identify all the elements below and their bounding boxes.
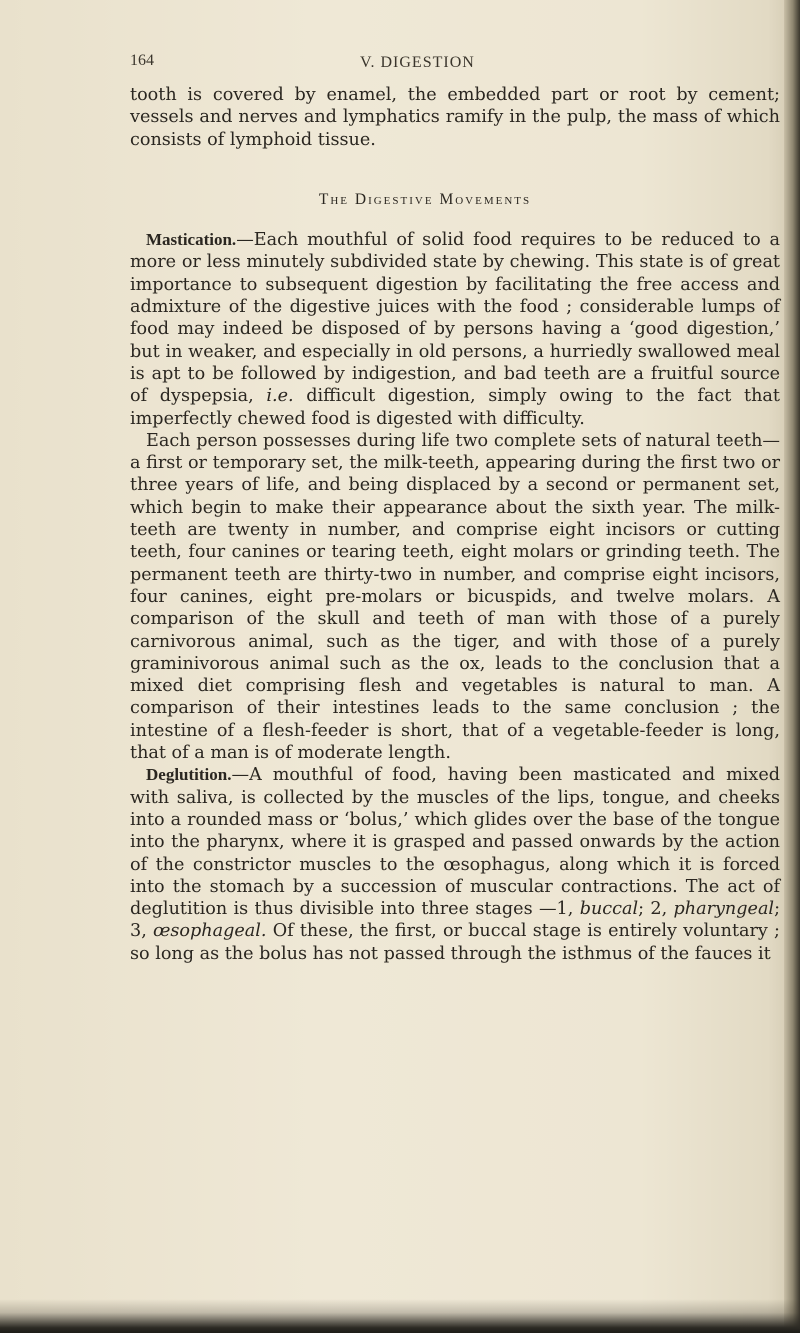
- deglutition-text-end: Of these, the first, or buccal stage is entirely voluntary ; so long as the bolus has not passed through the isthmus of the fauces it: [130, 921, 780, 964]
- intro-paragraph: tooth is covered by enamel, the embedded part or root by cement; vessels and nerves and lymphatics ramify in the pulp, the mass of which consists of lymphoid tissue.: [130, 85, 780, 150]
- stage-separator-1: ; 2,: [638, 899, 674, 920]
- stage-buccal: buccal: [579, 899, 639, 920]
- deglutition-text: —A mouthful of food, having been masticated and mixed with saliva, is collected by the muscles of the lips, tongue, and cheeks into a rounded mass or ‘bolus,’ which glides over the base of the tongue into the pharynx, where it is grasped and passed onwards by the action of the constrictor muscles to the œsophagus, along which it is forced into the stomach by a succession of muscular contractions. The act of deglutition is thus divisible into three stages —1,: [130, 765, 780, 920]
- section-title: The Digestive Movements: [318, 190, 532, 208]
- ie-abbreviation: i.e.: [266, 386, 294, 407]
- teeth-paragraph: Each person possesses during life two complete sets of natural teeth—a first or temporary set, the milk-teeth, appearing during the first two or three years of life, and being displaced by a second or permanent set, which begin to make their appearance about the sixth year. The milk-teeth are twenty in number, and comprise eight incisors or cutting teeth, four canines or tearing teeth, eight molars or grinding teeth. The permanent teeth are thirty-two in number, and comprise eight incisors, four canines, eight pre-molars or bicuspids, and twelve molars. A comparison of the skull and teeth of man with those of a purely carnivorous animal, such as the tiger, and with those of a purely graminivorous animal such as the ox, leads to the conclusion that a mixed diet comprising flesh and vegetables is natural to man. A comparison of their intestines leads to the same conclusion ; the intestine of a flesh-feeder is short, that of a vegetable-feeder is long, that of a man is of moderate length.: [130, 430, 780, 764]
- mastication-text-end: difficult digestion, simply owing to the fact that imperfectly chewed food is digested with difficulty.: [130, 386, 780, 429]
- page-text-block: [130, 50, 780, 965]
- stage-pharyngeal: pharyngeal: [673, 899, 775, 920]
- chapter-title: V. DIGESTION: [360, 54, 475, 71]
- mastication-heading: Mastication.: [146, 230, 237, 250]
- stage-separator-2: ; 3,: [130, 899, 780, 942]
- page-edge-shadow: [784, 0, 800, 1333]
- running-head: [130, 50, 780, 84]
- deglutition-paragraph: [130, 764, 780, 965]
- mastication-text: —Each mouthful of solid food requires to be reduced to a more or less minutely subdivided state by chewing. This state is of great importance to subsequent digestion by facilitating the free access and admixture of the digestive juices with the food ; considerable lumps of food may indeed be disposed of by persons having a ‘good digestion,’ but in weaker, and especially in old persons, a hurriedly swallowed meal is apt to be followed by indigestion, and bad teeth are a fruitful source of dyspepsia,: [130, 230, 780, 407]
- page-bottom-shadow: [0, 1299, 800, 1333]
- deglutition-heading: Deglutition.: [146, 765, 232, 785]
- mastication-paragraph: [130, 229, 780, 430]
- page-number: 164: [130, 52, 154, 69]
- stage-oesophageal: œsophageal.: [153, 921, 267, 942]
